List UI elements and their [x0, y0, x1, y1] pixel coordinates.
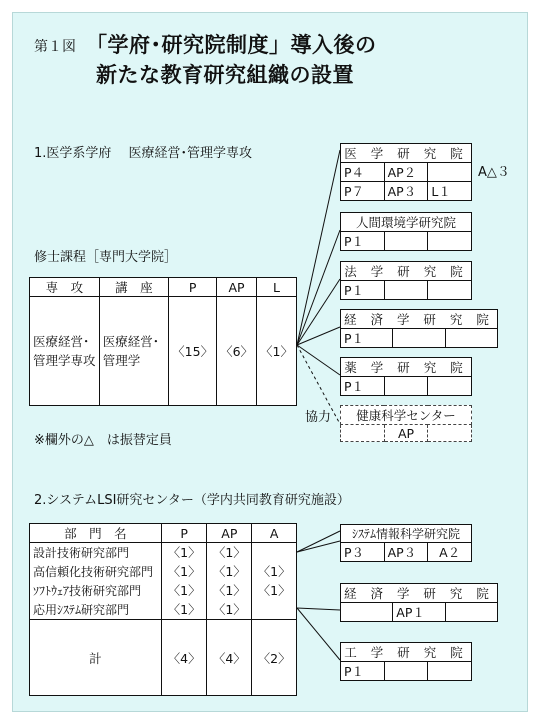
cell: P４ [341, 163, 385, 182]
header-p: P [169, 278, 217, 297]
cell-department: 高信頼化技術研究部門 [30, 562, 162, 581]
cell: P１ [341, 329, 393, 348]
cell: P１ [341, 281, 385, 300]
header-chair: 講 座 [99, 278, 168, 297]
figure-title-line1: 「学府･研究院制度」導入後の [86, 33, 377, 57]
cell: AP３ [384, 543, 428, 562]
chair-line1: 医療経営･ [102, 334, 159, 349]
course-label: 修士課程［専門大学院］ [34, 250, 178, 265]
cell-ap: 〈1〉 [207, 562, 252, 581]
header-ap: AP [217, 278, 257, 297]
cell: AP [384, 425, 428, 442]
cell-ap: 〈6〉 [217, 297, 257, 406]
figure-number: 第１図 [34, 39, 76, 55]
header-a: A [252, 524, 297, 543]
header-major: 専 攻 [30, 278, 100, 297]
cell-l: 〈1〉 [257, 297, 297, 406]
institute-name: 健康科学センター [341, 406, 472, 425]
cell-ap: 〈1〉 [207, 600, 252, 620]
institute-name: 人間環境学研究院 [341, 213, 472, 232]
header-ap: AP [207, 524, 252, 543]
cell-ap: 〈1〉 [207, 581, 252, 600]
section2-heading: 2.システムLSI研究センター（学内共同教育研究施設） [34, 493, 350, 508]
cell: P１ [341, 232, 385, 251]
institute-name: 法 学 研 究 院 [341, 262, 472, 281]
total-a: 〈2〉 [252, 620, 297, 696]
connector-line [297, 541, 340, 552]
cell-ap: 〈1〉 [207, 543, 252, 562]
cell-p: 〈15〉 [169, 297, 217, 406]
header-department: 部 門 名 [30, 524, 162, 543]
footnote: ※欄外の△ は振替定員 [34, 433, 172, 448]
institute-name: 経 済 学 研 究 院 [341, 584, 498, 603]
cell-department: 応用ｼｽﾃﾑ研究部門 [30, 600, 162, 620]
section1-heading: 1.医学系学府 医療経営･管理学専攻 [34, 146, 253, 161]
cooperation-label: 協力 [305, 410, 332, 425]
institute-name: 薬 学 研 究 院 [341, 358, 472, 377]
cell: AP２ [384, 163, 428, 182]
cell: P１ [341, 662, 385, 681]
header-p: P [161, 524, 207, 543]
connector-line [297, 608, 340, 610]
institute-name: 医 学 研 究 院 [341, 144, 472, 163]
institute-name: ｼｽﾃﾑ情報科学研究院 [341, 525, 472, 543]
figure-title-line2: 新たな教育研究組織の設置 [96, 63, 354, 87]
cell-p: 〈1〉 [161, 581, 207, 600]
cell: AP１ [393, 603, 445, 622]
institute-name: 工 学 研 究 院 [341, 643, 472, 662]
cell: L１ [428, 182, 472, 201]
cell: A２ [428, 543, 472, 562]
connector-line [297, 608, 340, 660]
cell: P７ [341, 182, 385, 201]
cell: P１ [341, 377, 385, 396]
cell-p: 〈1〉 [161, 543, 207, 562]
total-p: 〈4〉 [161, 620, 207, 696]
total-label: 計 [30, 620, 162, 696]
total-ap: 〈4〉 [207, 620, 252, 696]
chair-line2: 管理学 [102, 353, 141, 368]
cell-a: 〈1〉 [252, 562, 297, 581]
major-line2: 管理学専攻 [33, 353, 96, 368]
major-line1: 医療経営･ [33, 334, 90, 349]
cell-p: 〈1〉 [161, 600, 207, 620]
cell: P３ [341, 543, 385, 562]
side-note: A△３ [478, 165, 510, 180]
cell-department: ｿﾌﾄｳｪｱ技術研究部門 [30, 581, 162, 600]
cell: AP３ [384, 182, 428, 201]
cell-department: 設計技術研究部門 [30, 543, 162, 562]
cooperation-connector-line [297, 345, 340, 424]
connector-line [297, 531, 340, 552]
connector-line [297, 345, 340, 375]
header-l: L [257, 278, 297, 297]
cell-a: 〈1〉 [252, 581, 297, 600]
cell-p: 〈1〉 [161, 562, 207, 581]
institute-name: 経 済 学 研 究 院 [341, 310, 498, 329]
